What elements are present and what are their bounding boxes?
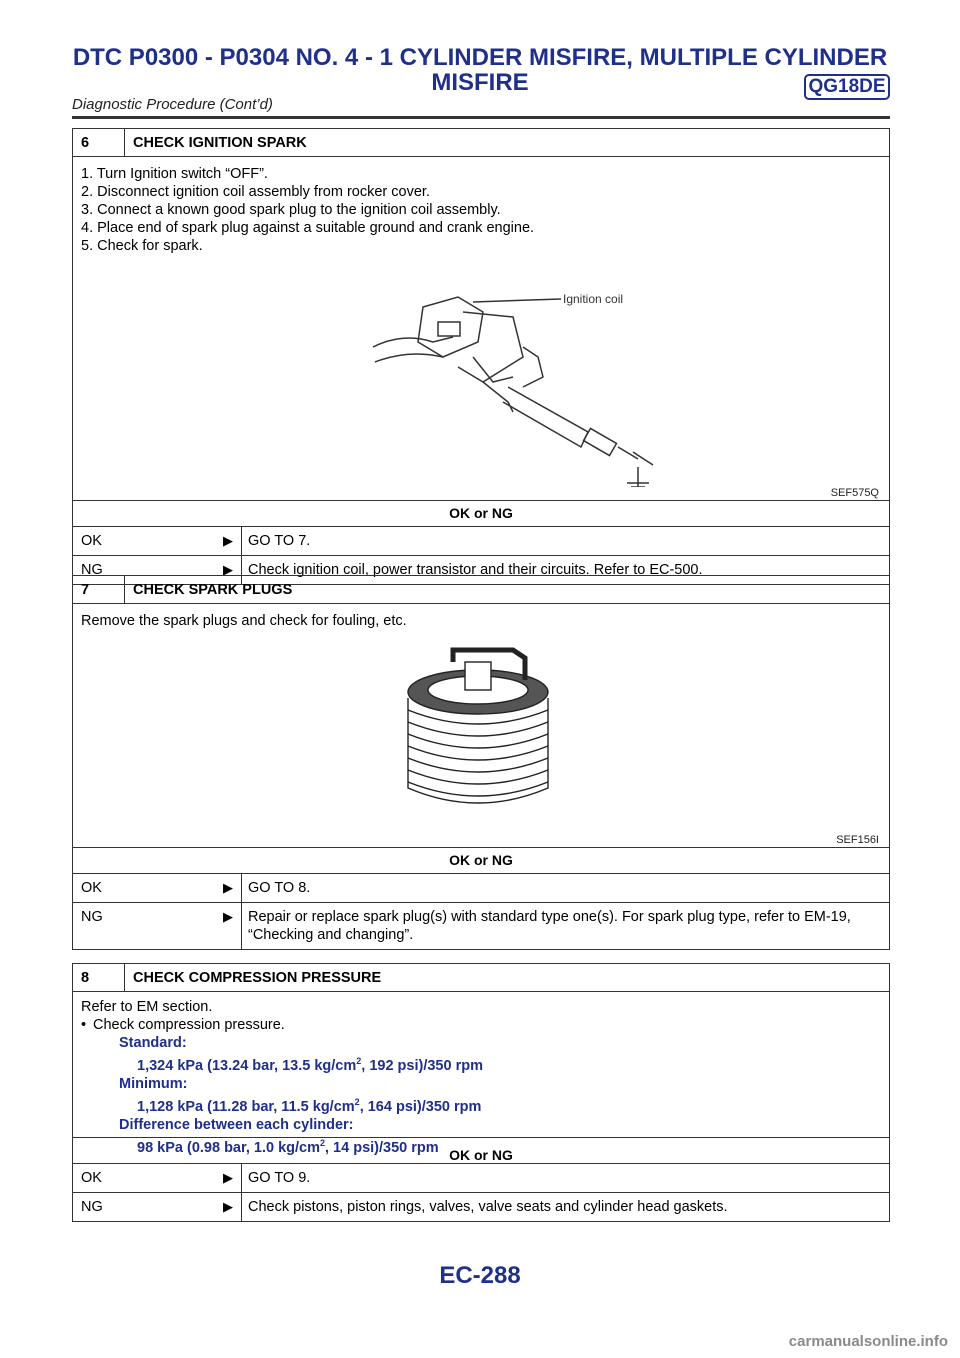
arrow-right-icon: ▶ (223, 1170, 233, 1185)
step-8-check-compression-pressure (72, 963, 890, 1222)
bullet-icon: • (81, 1017, 87, 1033)
instruction-item: 1. Turn Ignition switch “OFF”. (81, 166, 268, 182)
step-body (73, 992, 889, 1163)
spec-minimum-value: 1,128 kPa (11.28 bar, 11.5 $kg/cm^2$, 164 psi)/350 rpm (137, 1096, 482, 1115)
spark-plug-illustration (393, 638, 563, 828)
result-action: Repair or replace spark plug(s) with standard type one(s). For spark plug type, refer to EM-19, “Checking and changing”. (241, 903, 889, 949)
step-body (73, 157, 889, 501)
result-row-ok (73, 874, 889, 903)
page-title-line-1: DTC P0300 - P0304 NO. 4 - 1 CYLINDER MISFIRE, MULTIPLE CYLINDER (72, 44, 888, 71)
engine-code-badge: QG18DE (804, 74, 890, 100)
watermark: carmanualsonline.info (788, 1333, 948, 1350)
step-number: 6 (73, 129, 125, 156)
step-number: 8 (73, 964, 125, 991)
result-action: GO TO 7. (241, 527, 889, 555)
instruction-bullet: • Check compression pressure. (81, 1017, 285, 1033)
figure-id: SEF156I (836, 834, 879, 846)
header-divider (72, 116, 890, 119)
instruction-list (81, 998, 483, 1156)
step-header (73, 964, 889, 992)
result-action: GO TO 9. (241, 1164, 889, 1192)
page-title-line-2: MISFIRE (431, 69, 529, 96)
decision-label: OK or NG (449, 1147, 513, 1163)
ignition-coil-illustration (363, 287, 693, 487)
step-title: CHECK SPARK PLUGS (133, 582, 293, 598)
result-row-ng (73, 1193, 889, 1221)
page-number: EC-288 (439, 1262, 521, 1289)
instruction-item: Remove the spark plugs and check for fouling, etc. (81, 613, 407, 629)
figure-callout-label: Ignition coil (563, 292, 624, 306)
figure-id: SEF575Q (830, 487, 879, 499)
decision-label: OK or NG (449, 852, 513, 868)
step-header (73, 129, 889, 157)
result-label: OK (81, 880, 102, 896)
step-number: 7 (73, 576, 125, 603)
instruction-item: 4. Place end of spark plug against a suitable ground and crank engine. (81, 220, 535, 236)
step-title: CHECK COMPRESSION PRESSURE (133, 970, 382, 986)
decision-row (73, 501, 889, 527)
result-label: OK (81, 1170, 102, 1186)
step-6-check-ignition-spark (72, 128, 890, 585)
step-title: CHECK IGNITION SPARK (133, 135, 307, 151)
decision-row (73, 848, 889, 874)
result-row-ok (73, 527, 889, 556)
step-header (73, 576, 889, 604)
arrow-right-icon: ▶ (223, 1199, 233, 1214)
step-7-check-spark-plugs (72, 575, 890, 950)
arrow-right-icon: ▶ (223, 909, 233, 924)
result-row-ng (73, 903, 889, 949)
page-subtitle: Diagnostic Procedure (Cont’d) (72, 96, 273, 113)
result-label: OK (81, 533, 102, 549)
arrow-right-icon: ▶ (223, 880, 233, 895)
instruction-item: 5. Check for spark. (81, 238, 203, 254)
instruction-list (81, 612, 407, 630)
decision-spacer (73, 1138, 889, 1164)
spec-minimum-label: Minimum: (119, 1075, 188, 1092)
instruction-item: 2. Disconnect ignition coil assembly from rocker cover. (81, 184, 430, 200)
result-action: Check pistons, piston rings, valves, valve seats and cylinder head gaskets. (241, 1193, 889, 1221)
spec-difference-label: Difference between each cylinder: (119, 1116, 354, 1133)
spec-standard-label: Standard: (119, 1035, 187, 1051)
result-action: GO TO 8. (241, 874, 889, 902)
instruction-item: 3. Connect a known good spark plug to the ignition coil assembly. (81, 202, 501, 218)
arrow-right-icon: ▶ (223, 562, 233, 577)
spec-difference-value: 98 kPa (0.98 bar, 1.0 $kg/cm^2$, 14 psi)/350 rpm (137, 1137, 439, 1156)
result-action: Check ignition coil, power transistor and their circuits. Refer to EC-500. (241, 556, 889, 584)
result-label: NG (81, 562, 103, 578)
arrow-right-icon: ▶ (223, 533, 233, 548)
result-label: NG (81, 909, 103, 925)
instruction-intro: Refer to EM section. (81, 999, 213, 1015)
result-label: NG (81, 1199, 103, 1215)
spec-standard-value: 1,324 kPa (13.24 bar, 13.5 $kg/cm^2$, 192 psi)/350 rpm (137, 1056, 483, 1074)
step-body (73, 604, 889, 848)
instruction-list (81, 165, 534, 255)
decision-label: OK or NG (449, 505, 513, 521)
result-row-ok (73, 1164, 889, 1193)
